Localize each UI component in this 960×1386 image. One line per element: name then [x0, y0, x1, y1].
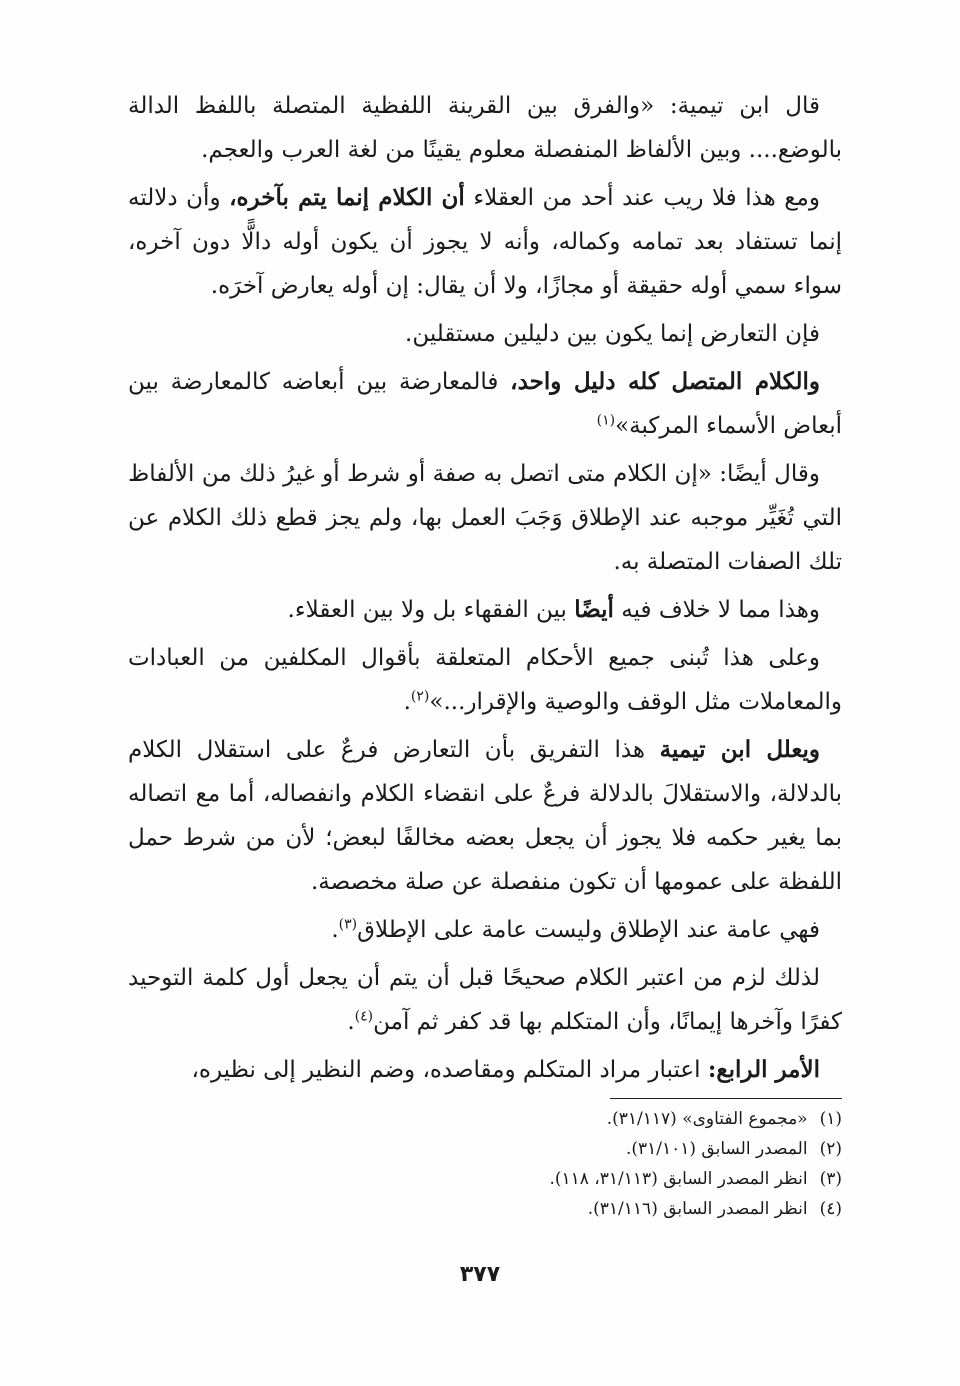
paragraph: [128, 84, 842, 172]
footnotes: [300, 1104, 842, 1224]
paragraph-text: فهي عامة عند الإطلاق وليست عامة على الإطلاق: [357, 917, 820, 943]
footnote-text: انظر المصدر السابق (٣١/١١٦).: [587, 1199, 808, 1219]
footnote: [300, 1134, 842, 1164]
footnote-marker: (٤): [354, 1008, 374, 1025]
footnote: [300, 1164, 842, 1194]
paragraph-text: بين الفقهاء بل ولا بين العقلاء.: [287, 597, 575, 623]
paragraph-text: ومع هذا فلا ريب عند أحد من العقلاء: [464, 185, 820, 211]
paragraph-text: لذلك لزم من اعتبر الكلام صحيحًا قبل أن يتم أن يجعل أول كلمة التوحيد كفرًا وآخرها إيمانًا، وأن المتكلم بها قد كفر ثم آمن: [128, 965, 842, 1035]
footnote: [300, 1104, 842, 1134]
paragraph-text: قال ابن تيمية: «والفرق بين القرينة اللفظية المتصلة باللفظ الدالة بالوضع.... وبين الألفاظ المنفصلة معلوم يقينًا من لغة العرب والعجم.: [128, 93, 842, 163]
paragraph: [128, 1048, 842, 1092]
footnote-marker: (٣): [338, 916, 358, 933]
paragraph-text: فالمعارضة بين أبعاضه كالمعارضة بين أبعاض الأسماء المركبة»: [128, 369, 842, 439]
footnote-text: انظر المصدر السابق (٣١/١١٣، ١١٨).: [549, 1169, 808, 1189]
footnote-text: «مجموع الفتاوى» (٣١/١١٧).: [606, 1109, 808, 1129]
paragraph-text: فإن التعارض إنما يكون بين دليلين مستقلين.: [405, 321, 820, 347]
footnote-number: (١): [819, 1109, 842, 1129]
footnote-divider: [610, 1098, 842, 1099]
paragraph-text: .: [331, 917, 339, 943]
paragraph: [128, 908, 842, 952]
bold-phrase: أيضًا: [574, 596, 614, 623]
footnote-marker: (٢): [410, 688, 430, 705]
footnote-number: (٤): [819, 1199, 842, 1219]
paragraph: [128, 728, 842, 904]
paragraph-text: .: [347, 1009, 355, 1035]
paragraph: [128, 588, 842, 632]
bold-phrase: الأمر الرابع:: [707, 1056, 820, 1083]
bold-phrase: أن الكلام إنما يتم بآخره،: [229, 184, 465, 211]
paragraph: [128, 956, 842, 1044]
footnote-marker: (١): [596, 412, 616, 429]
paragraph-text: هذا التفريق بأن التعارض فرعٌ على استقلال الكلام بالدلالة، والاستقلالَ بالدلالة فرعٌ على انقضاء الكلام وانفصاله، أما مع اتصاله بما يغير حكمه فلا يجوز أن يجعل بعضه مخالفًا لبعض؛ لأن من شرط حمل اللفظة على عمومها أن تكون منفصلة عن صلة مخصصة.: [128, 737, 842, 895]
paragraph: [128, 360, 842, 448]
footnote-number: (٣): [819, 1169, 842, 1189]
paragraph: [128, 636, 842, 724]
paragraph-text: .: [403, 689, 411, 715]
paragraph-text: وأن دلالته إنما تستفاد بعد تمامه وكماله، وأنه لا يجوز أن يكون أوله دالًّا دون آخره، سواء سمي أوله حقيقة أو مجازًا، ولا أن يقال: إن أوله يعارض آخرَه.: [128, 185, 842, 299]
paragraph: [128, 452, 842, 584]
paragraph-text: وهذا مما لا خلاف فيه: [613, 597, 820, 623]
bold-phrase: والكلام المتصل كله دليل واحد،: [510, 368, 820, 395]
page-number: ٣٧٧: [459, 1262, 501, 1287]
paragraph-text: وقال أيضًا: «إن الكلام متى اتصل به صفة أو شرط أو غيرُ ذلك من الألفاظ التي تُغَيِّر موجبه عند الإطلاق وَجَبَ العمل بها، ولم يجز قطع ذلك الكلام عن تلك الصفات المتصلة به.: [128, 461, 842, 575]
paragraph: [128, 312, 842, 356]
bold-phrase: ويعلل ابن تيمية: [659, 736, 820, 763]
paragraph-text: وعلى هذا تُبنى جميع الأحكام المتعلقة بأقوال المكلفين من العبادات والمعاملات مثل الوقف والوصية والإقرار...»: [128, 645, 842, 715]
body-text: [128, 84, 842, 1096]
paragraph: [128, 176, 842, 308]
footnote-text: المصدر السابق (٣١/١٠١).: [625, 1139, 808, 1159]
footnote-number: (٢): [819, 1139, 842, 1159]
footnote: [300, 1194, 842, 1224]
paragraph-text: اعتبار مراد المتكلم ومقاصده، وضم النظير إلى نظيره،: [191, 1057, 708, 1083]
